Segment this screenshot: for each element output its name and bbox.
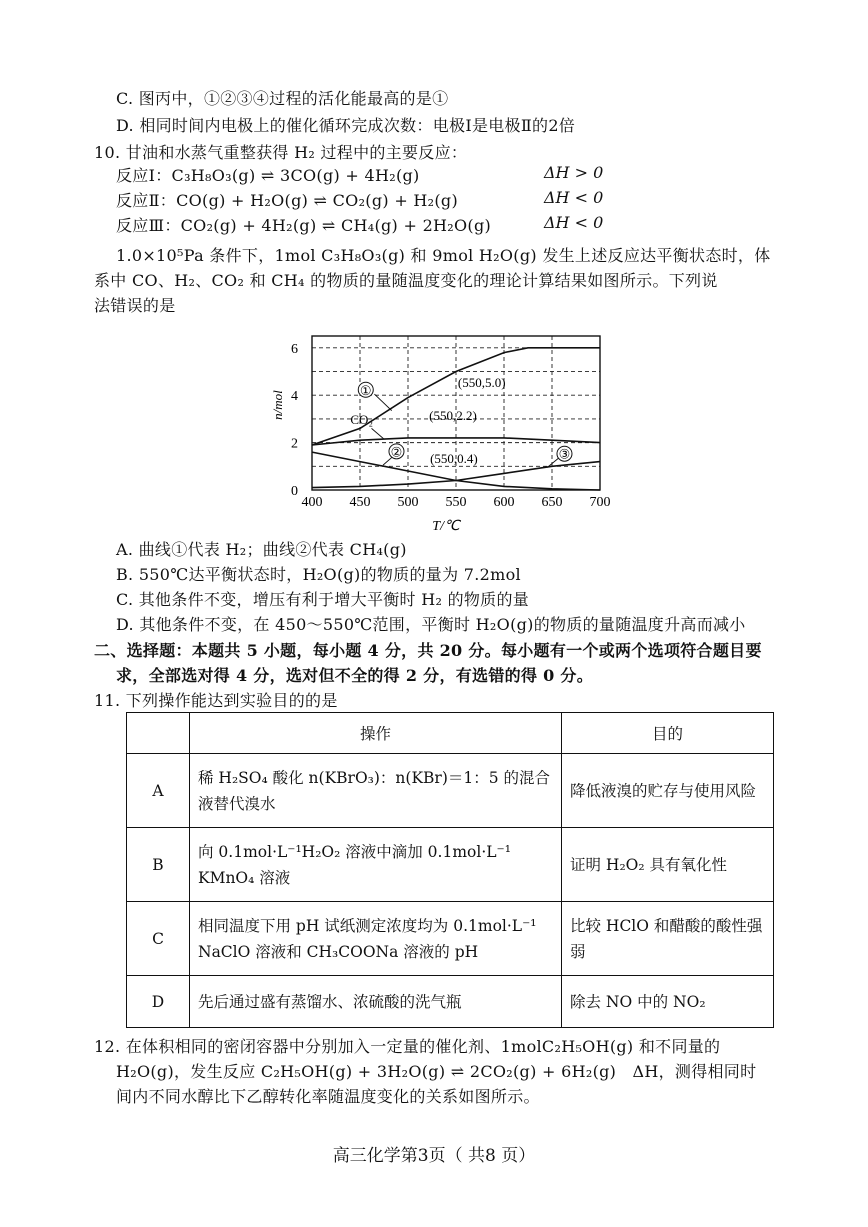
row-action: 相同温度下用 pH 试纸测定浓度均为 0.1mol·L⁻¹ NaClO 溶液和 CH₃COONa 溶液的 pH bbox=[190, 902, 562, 976]
row-goal: 证明 H₂O₂ 具有氧化性 bbox=[562, 828, 774, 902]
x-tick-label: 450 bbox=[349, 495, 371, 510]
page-footer: 高三化学第3页（ 共8 页） bbox=[332, 1146, 536, 1166]
leader-line bbox=[372, 428, 384, 439]
y-tick-label: 4 bbox=[291, 389, 298, 405]
section2-heading-line2: 求，全部选对得 4 分，选对但不全的得 2 分，有选错的得 0 分。 bbox=[116, 666, 594, 685]
y-axis-label: n/mol bbox=[270, 390, 285, 420]
table-row bbox=[127, 902, 774, 976]
q12-stem-line2: H₂O(g)，发生反应 C₂H₅OH(g) + 3H₂O(g) ⇌ 2CO₂(g) + 6H₂(g) ΔH，测得相同时 bbox=[116, 1062, 757, 1081]
chart-tick-labels bbox=[291, 342, 611, 510]
table-row bbox=[127, 976, 774, 1028]
table-header-row bbox=[127, 713, 774, 754]
q12-stem-line3: 间内不同水醇比下乙醇转化率随温度变化的关系如图所示。 bbox=[116, 1087, 540, 1106]
series-label: ① bbox=[359, 383, 372, 399]
q10-desc-line2: 系中 CO、H₂、CO₂ 和 CH₄ 的物质的量随温度变化的理论计算结果如图所示。下列说 bbox=[94, 271, 718, 290]
leader-line bbox=[374, 394, 391, 411]
series-label: ② bbox=[390, 445, 403, 461]
q10-reaction-1: 反应Ⅰ：C₃H₈O₃(g) ⇌ 3CO(g) + 4H₂(g) bbox=[116, 166, 420, 185]
y-tick-label: 2 bbox=[291, 436, 298, 452]
row-goal: 降低液溴的贮存与使用风险 bbox=[562, 754, 774, 828]
row-action: 稀 H₂SO₄ 酸化 n(KBrO₃)：n(KBr)＝1：5 的混合液替代溴水 bbox=[190, 754, 562, 828]
x-tick-label: 400 bbox=[301, 495, 323, 510]
q9-option-c: C. 图丙中，①②③④过程的活化能最高的是① bbox=[116, 89, 449, 108]
data-annotation: (550,2.2) bbox=[429, 408, 477, 424]
q10-reaction-3: 反应Ⅲ：CO₂(g) + 4H₂(g) ⇌ CH₄(g) + 2H₂O(g) bbox=[116, 216, 492, 235]
section2-heading-line1: 二、选择题：本题共 5 小题，每小题 4 分，共 20 分。每小题有一个或两个选项符合题目要 bbox=[94, 641, 762, 660]
table-header-blank bbox=[127, 713, 190, 754]
x-axis-label: T/℃ bbox=[432, 519, 460, 534]
q10-stem: 10. 甘油和水蒸气重整获得 H₂ 过程中的主要反应： bbox=[94, 143, 468, 162]
series-label: CO₂ bbox=[350, 412, 373, 428]
table-row bbox=[127, 828, 774, 902]
chart-labels bbox=[270, 375, 572, 534]
q12-stem-line1: 12. 在体积相同的密闭容器中分别加入一定量的催化剂、1molC₂H₅OH(g) 和不同量的 bbox=[94, 1037, 721, 1056]
table-row bbox=[127, 754, 774, 828]
q11-table bbox=[126, 712, 774, 1028]
row-option: B bbox=[127, 828, 190, 902]
x-tick-label: 700 bbox=[589, 495, 611, 510]
y-tick-label: 0 bbox=[291, 484, 298, 499]
q11-stem: 11. 下列操作能达到实验目的的是 bbox=[94, 691, 338, 710]
row-action: 向 0.1mol·L⁻¹H₂O₂ 溶液中滴加 0.1mol·L⁻¹ KMnO₄ 溶液 bbox=[190, 828, 562, 902]
q10-option-d: D. 其他条件不变，在 450～550℃范围，平衡时 H₂O(g)的物质的量随温度升高而减小 bbox=[116, 615, 746, 634]
q10-option-a: A. 曲线①代表 H₂；曲线②代表 CH₄(g) bbox=[116, 540, 407, 559]
row-option: C bbox=[127, 902, 190, 976]
q10-desc-line1: 1.0×10⁵Pa 条件下，1mol C₃H₈O₃(g) 和 9mol H₂O(g) 发生上述反应达平衡状态时，体 bbox=[116, 246, 771, 265]
row-goal: 除去 NO 中的 NO₂ bbox=[562, 976, 774, 1028]
series-label: ③ bbox=[558, 447, 571, 463]
row-option: D bbox=[127, 976, 190, 1028]
row-action: 先后通过盛有蒸馏水、浓硫酸的洗气瓶 bbox=[190, 976, 562, 1028]
x-tick-label: 550 bbox=[445, 495, 467, 510]
row-option: A bbox=[127, 754, 190, 828]
q10-option-c: C. 其他条件不变，增压有利于增大平衡时 H₂ 的物质的量 bbox=[116, 590, 530, 609]
x-tick-label: 650 bbox=[541, 495, 563, 510]
x-tick-label: 600 bbox=[493, 495, 515, 510]
table-header-operation: 操作 bbox=[190, 713, 562, 754]
q10-option-b: B. 550℃达平衡状态时，H₂O(g)的物质的量为 7.2mol bbox=[116, 565, 521, 584]
q10-reaction-2-dh: ΔH < 0 bbox=[544, 188, 604, 207]
q10-reaction-1-dh: ΔH > 0 bbox=[544, 163, 604, 182]
q9-option-d: D. 相同时间内电极上的催化循环完成次数：电极Ⅰ是电极Ⅱ的2倍 bbox=[116, 116, 576, 135]
q10-chart bbox=[270, 324, 630, 539]
q10-desc-line3: 法错误的是 bbox=[94, 296, 176, 315]
table-header-goal: 目的 bbox=[562, 713, 774, 754]
q10-reaction-3-dh: ΔH < 0 bbox=[544, 213, 604, 232]
data-annotation: (550,0.4) bbox=[430, 450, 478, 466]
x-tick-label: 500 bbox=[397, 495, 419, 510]
q10-reaction-2: 反应Ⅱ：CO(g) + H₂O(g) ⇌ CO₂(g) + H₂(g) bbox=[116, 191, 458, 210]
data-annotation: (550,5.0) bbox=[457, 374, 506, 390]
row-goal: 比较 HClO 和醋酸的酸性强弱 bbox=[562, 902, 774, 976]
y-tick-label: 6 bbox=[291, 341, 298, 357]
